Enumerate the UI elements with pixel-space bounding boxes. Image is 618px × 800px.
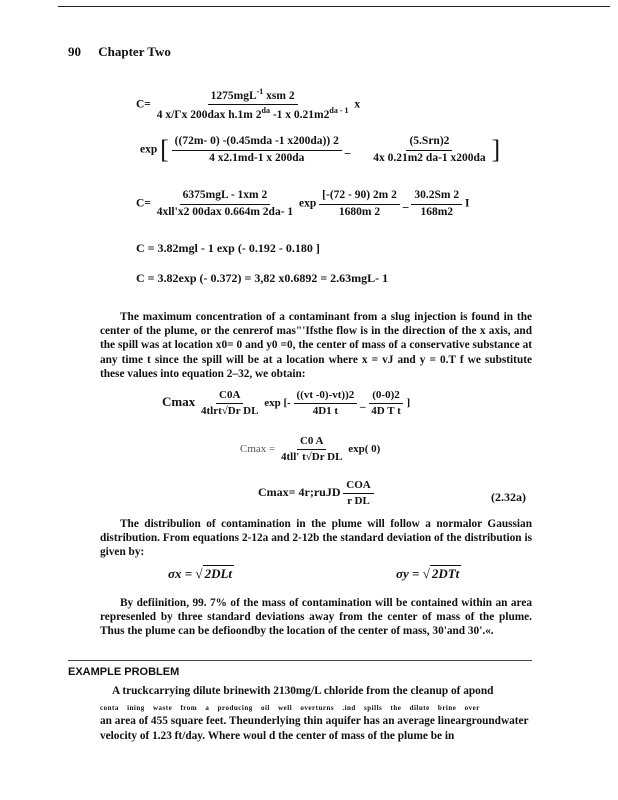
eq3-f2-numerator: [-(72 - 90) 2m 2 [319, 190, 400, 205]
paragraph-definition: By defiinition, 99. 7% of the mass of contamination will be contained within an area represenled by three standard deviations away from the center of mass of the plume. Thus the plume can be defioondby the location of the center of mass, 30'and 30'.«. [100, 597, 532, 638]
eq7-lhs: Cmax = [240, 443, 276, 456]
eq6-lhs: Cmax [162, 394, 196, 410]
eq6-tail: ] [406, 397, 411, 410]
sigma-x-radicand: 2DLt [204, 566, 233, 581]
eq6-fraction-3 [368, 390, 404, 417]
eq2-fraction-2 [370, 136, 488, 164]
eq1-numerator [208, 88, 298, 105]
eq2-open-bracket: [ [160, 135, 169, 164]
paragraph-maximum-concentration: The maximum concentration of a contaminant from a slug injection is found in the center of the plume, or the cenrerof mas"'Ifsthe flow is in the direction of the x axis, and the spill was at location x0= 0 and y0 =0, the center of mass of a conservative substance at any time t since the spill will be at a location where x = vJ and y = 0.T f we substitute these values into equation 2–32, we obtain: [100, 311, 532, 380]
eq8-fraction [343, 480, 373, 507]
eq1-den-text: 4 x/Γx 200dax h.1m 2 [156, 109, 262, 122]
example-line-1: A truckcarrying dilute brinewith 2130mg/L chloride from the cleanup of apond [112, 685, 494, 697]
eq1-den-sup1: da [261, 106, 270, 116]
eq3-f1-denominator: 4xll'x2 00dax 0.664m 2da- 1 [156, 205, 294, 218]
eq2-f1-denominator: 4 x2.1md-1 x 200da [209, 151, 305, 164]
eq1-num-tail: xsm 2 [266, 89, 295, 102]
eq1-lhs: C= [136, 98, 151, 111]
eq3-exp: exp [299, 197, 317, 210]
eq6-f1-denominator: 4tlrt√Dr DL [200, 405, 259, 417]
top-rule [58, 6, 610, 7]
eq2-f2-numerator: (5.Srn)2 [406, 136, 452, 151]
equation-6 [162, 390, 410, 417]
paragraph-distribution: The distribulion of contamination in the plume will follow a normalor Gaussian distribution. From equations 2-12a and 2-12b the standard deviation of the distribution is given by: [100, 518, 532, 559]
sigma-y-equation [396, 566, 461, 582]
eq8-lhs: Cmax= 4r;ruJD [258, 485, 341, 500]
equation-4: C = 3.82mgl - 1 exp (- 0.192 - 0.180 ] [136, 241, 320, 255]
eq3-tail: I [465, 197, 470, 210]
eq6-exp: exp [- [264, 397, 291, 410]
equation-3 [136, 190, 469, 218]
sqrt-icon: √ [422, 566, 430, 581]
example-problem-heading: EXAMPLE PROBLEM [68, 666, 180, 678]
eq8-numerator: COA [343, 480, 373, 494]
eq2-fraction-1 [172, 136, 342, 164]
eq6-f2-denominator: 4D1 t [312, 405, 339, 417]
equation-7 [240, 436, 380, 463]
eq6-f3-denominator: 4D T t [371, 405, 401, 417]
example-line-2: conta ining waste from a producing oil well overturns .ind spills the dilute brine over [100, 704, 480, 712]
eq2-close-bracket: ] [491, 135, 501, 164]
example-line-3: an area of 455 square feet. Theunderlying thin aquifer has an average lineargroundwater velocity of 1.23 ft/day. Where woul d the center of mass of the plume be in [100, 715, 529, 742]
equation-5: C = 3.82exp (- 0.372) = 3,82 x0.6892 = 2.63mgL- 1 [136, 271, 389, 285]
sqrt-icon: √ [195, 566, 203, 581]
eq6-f3-numerator: (0-0)2 [369, 390, 403, 404]
eq3-f1-numerator: 6375mgL - 1xm 2 [180, 190, 271, 205]
chapter-title: Chapter Two [98, 44, 171, 59]
eq6-fraction-1 [198, 390, 261, 417]
sigma-x-equation [168, 566, 234, 582]
eq6-f2-numerator: ((vt -0)-vt))2 [294, 390, 358, 404]
eq1-den-sup2: da - 1 [329, 106, 349, 116]
eq6-minus: _ [359, 397, 366, 410]
eq1-num-text: 1275mgL [210, 89, 257, 102]
eq2-f2-denominator: 4x 0.21m2 da-1 x200da [373, 151, 486, 164]
equation-8 [258, 480, 374, 507]
eq3-fraction-1 [154, 190, 296, 218]
eq7-numerator: C0 A [297, 436, 327, 450]
eq2-minus: _ [344, 143, 351, 156]
equation-2 [140, 136, 500, 164]
eq6-f1-numerator: C0A [216, 390, 243, 404]
eq3-f3-numerator: 30.2Sm 2 [411, 190, 462, 205]
running-header [68, 44, 171, 60]
sigma-x-label: σx = [168, 566, 193, 581]
sigma-y-label: σy = [396, 566, 420, 581]
eq2-f1-numerator: ((72m- 0) -(0.45mda -1 x200da)) 2 [172, 136, 342, 151]
eq1-num-sup: -1 [256, 87, 264, 96]
eq2-exp: exp [140, 143, 158, 156]
eq1-tail: x [354, 98, 361, 111]
page-number: 90 [68, 44, 81, 59]
eq3-lhs: C= [136, 197, 151, 210]
eq3-minus: _ [402, 197, 409, 210]
eq7-fraction [278, 436, 345, 463]
equation-number-2-32a: (2.32a) [491, 490, 526, 504]
eq6-fraction-2 [294, 390, 358, 417]
eq1-denominator [154, 105, 352, 121]
eq7-denominator: 4tll' t√Dr DL [280, 451, 343, 463]
equation-1 [136, 88, 360, 122]
section-divider [68, 660, 532, 661]
eq3-fraction-3 [411, 190, 462, 218]
eq1-den-mid: -1 x 0.21m2 [272, 109, 330, 122]
eq3-f2-denominator: 1680m 2 [338, 205, 381, 218]
sigma-y-radicand: 2DTt [431, 566, 460, 581]
eq1-fraction [154, 88, 352, 122]
eq3-fraction-2 [319, 190, 400, 218]
eq3-f3-denominator: 168m2 [420, 205, 454, 218]
eq8-denominator: r DL [347, 495, 370, 507]
eq7-tail: exp( 0) [348, 443, 381, 456]
